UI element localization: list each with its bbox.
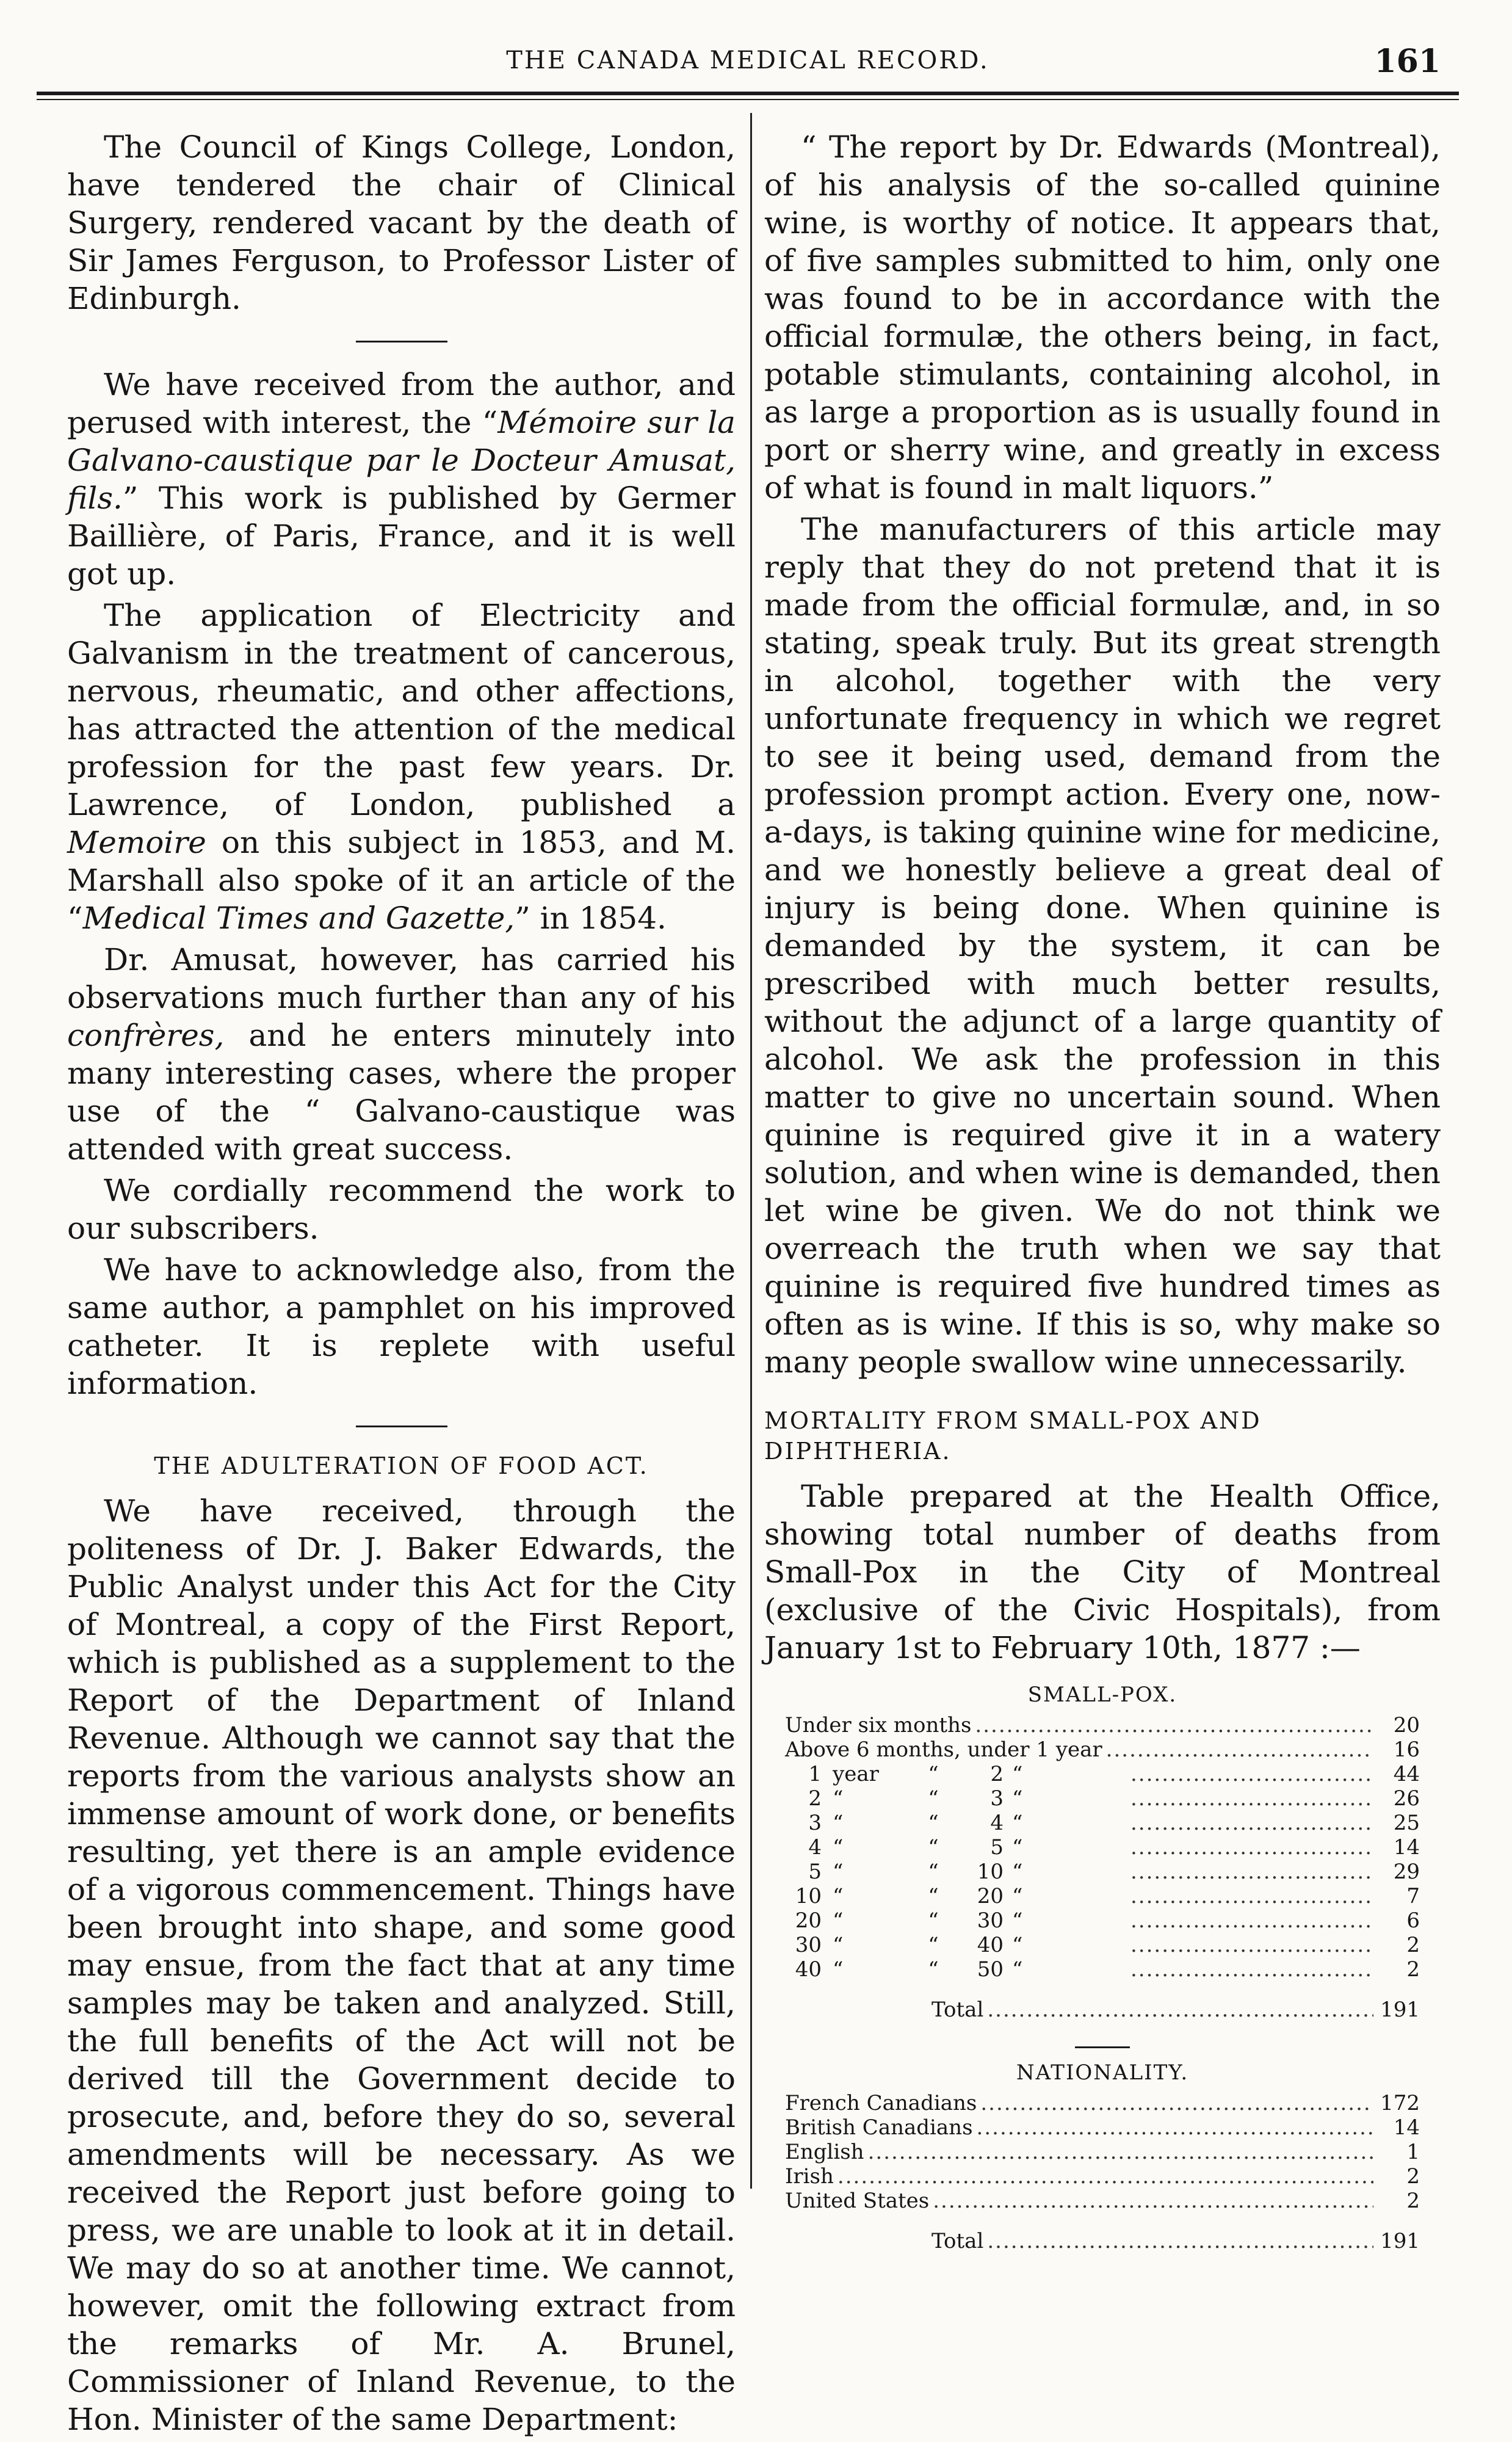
- book-title: Mémoire sur la Galvano-caustique par le Docteur Amusat, fils.: [67, 405, 736, 516]
- table-row: [785, 1860, 1420, 1884]
- paragraph-health-office: Table prepared at the Health Office, showing total number of deaths from Small-Pox in the City of Montreal (exclusive of the Civic Hospitals), from January 1st to February 10th, 1877 :—: [764, 1479, 1441, 1665]
- row-label: Irish: [785, 2164, 834, 2189]
- ditto-mark: “: [928, 1957, 939, 1982]
- row-value: 16: [1393, 1737, 1420, 1762]
- leader-dots: [868, 2140, 1373, 2164]
- paragraph-manufacturers: The manufacturers of this article may reply that they do not pretend that it is made from the official formulæ, and, in so stating, speak truly. But its great strength in alcohol, together with the very unfortunate frequency in which we regret to see it being used, demand from the profession prompt action. Every one, now-a-days, is taking quinine wine for medicine, and we honestly believe a great deal of injury is being done. When quinine is demanded by the system, it can be prescribed with much better results, without the adjunct of a large quantity of alcohol. We ask the profession in this matter to give no uncertain sound. When quinine is required give it in a watery solution, and when wine is demanded, then let wine be given. We do not think we overreach the truth when we say that quinine is required five hundred times as often as is wine. If this is so, why make so many people swallow wine unnecessarily.: [764, 512, 1441, 1380]
- range-to: 40: [977, 1933, 1004, 1957]
- range-from-unit: “: [833, 1860, 844, 1884]
- table-separator-rule: [1075, 2046, 1130, 2048]
- text-run: The application of Electricity and Galvanism in the treatment of cancerous, nervous, rheumatic, and other affections, has attracted the attention of the medical profession for the past few years. Dr. Lawrence, of London, published a: [67, 598, 736, 822]
- range-to-unit: “: [1012, 1860, 1023, 1884]
- range-from-unit: “: [833, 1908, 844, 1933]
- row-value: 2: [1406, 1957, 1420, 1982]
- ditto-mark: “: [928, 1908, 939, 1933]
- table-row: [785, 2115, 1420, 2140]
- table-row: [785, 1884, 1420, 1908]
- italic-confreres: confrères,: [67, 1018, 225, 1053]
- smallpox-title: SMALL-POX.: [1027, 1683, 1177, 1707]
- total-value: 191: [1380, 2229, 1420, 2253]
- text-run: ” This work is published by Germer Baillière, of Paris, France, and it is well got up.: [67, 480, 736, 592]
- ditto-mark: “: [928, 1933, 939, 1957]
- leader-dots: [1130, 1860, 1373, 1884]
- range-from: 2: [808, 1786, 822, 1811]
- leader-dots: [1106, 1737, 1373, 1762]
- nationality-total-row: [785, 2229, 1420, 2253]
- row-value: 7: [1406, 1884, 1420, 1908]
- age-range: [785, 1762, 1127, 1786]
- age-range: [785, 1835, 1127, 1860]
- ditto-mark: “: [928, 1835, 939, 1860]
- smallpox-table: [785, 1683, 1420, 2022]
- header-rule-thick: [37, 92, 1459, 95]
- row-label: English: [785, 2140, 864, 2164]
- table-row: [785, 1957, 1420, 1982]
- row-value: 6: [1406, 1908, 1420, 1933]
- range-from: 10: [795, 1884, 822, 1908]
- range-from: 4: [808, 1835, 822, 1860]
- range-to: 3: [990, 1786, 1004, 1811]
- row-value: 26: [1393, 1786, 1420, 1811]
- range-from-unit: year: [833, 1762, 879, 1786]
- paragraph-electricity-galvanism: [67, 596, 736, 937]
- total-label: Total: [931, 1998, 984, 2022]
- row-label: Above 6 months, under 1 year: [785, 1737, 1102, 1762]
- table-row: [785, 2164, 1420, 2189]
- text-run: ” in 1854.: [515, 900, 667, 936]
- row-value: 14: [1393, 1835, 1420, 1860]
- row-value: 20: [1393, 1713, 1420, 1737]
- leader-dots: [987, 1998, 1373, 2022]
- table-row: [785, 1786, 1420, 1811]
- range-from-unit: “: [833, 1884, 844, 1908]
- leader-dots: [977, 2115, 1373, 2140]
- table-row: [785, 1908, 1420, 1933]
- text-run: and he enters minutely into many interesting cases, where the proper use of the “ Galvano-caustique was attended with great success.: [67, 1018, 736, 1167]
- table-row: [785, 2140, 1420, 2164]
- leader-dots: [1130, 1908, 1373, 1933]
- row-value: 29: [1393, 1860, 1420, 1884]
- range-from-unit: “: [833, 1811, 844, 1835]
- leader-dots: [1130, 1786, 1373, 1811]
- range-to: 5: [990, 1835, 1004, 1860]
- age-range: [785, 1786, 1127, 1811]
- range-to-unit: “: [1012, 1884, 1023, 1908]
- row-value: 44: [1393, 1762, 1420, 1786]
- leader-dots: [1130, 1957, 1373, 1982]
- range-to-unit: “: [1012, 1811, 1023, 1835]
- row-value: 172: [1380, 2091, 1420, 2115]
- row-label: British Canadians: [785, 2115, 973, 2140]
- leader-dots: [837, 2164, 1373, 2189]
- leader-dots: [980, 2091, 1373, 2115]
- age-range: [785, 1811, 1127, 1835]
- leader-dots: [975, 1713, 1373, 1737]
- range-from: 20: [795, 1908, 822, 1933]
- range-to-unit: “: [1012, 1908, 1023, 1933]
- range-to: 10: [977, 1860, 1004, 1884]
- row-label: United States: [785, 2189, 930, 2213]
- range-from: 30: [795, 1933, 822, 1957]
- mortality-heading: MORTALITY FROM SMALL-POX AND DIPHTHERIA.: [764, 1407, 1262, 1465]
- ditto-mark: “: [928, 1884, 939, 1908]
- page-number: 161: [1374, 43, 1441, 80]
- table-row: [785, 2189, 1420, 2213]
- range-to: 20: [977, 1884, 1004, 1908]
- italic-memoire: Memoire: [67, 825, 206, 860]
- total-label: Total: [931, 2229, 984, 2253]
- journal-title: Medical Times and Gazette,: [82, 900, 515, 936]
- row-value: 2: [1406, 2189, 1420, 2213]
- leader-dots: [1130, 1933, 1373, 1957]
- range-from-unit: “: [833, 1835, 844, 1860]
- range-to-unit: “: [1012, 1835, 1023, 1860]
- range-from: 5: [808, 1860, 822, 1884]
- row-label: Under six months: [785, 1713, 972, 1737]
- paragraph-amusat-observations: [67, 941, 736, 1168]
- left-column: [67, 128, 736, 2442]
- range-from-unit: “: [833, 1957, 844, 1982]
- range-to-unit: “: [1012, 1933, 1023, 1957]
- text-run: on this subject in 1853, and M. Marshall also spoke of it an article of the “: [67, 825, 736, 936]
- paragraph-recommend: We cordially recommend the work to our subscribers.: [67, 1173, 736, 1246]
- nationality-title: NATIONALITY.: [1016, 2060, 1189, 2085]
- paragraph-quinine-report: “ The report by Dr. Edwards (Montreal), of his analysis of the so-called quinine wine, is worthy of notice. It appears that, of five samples submitted to him, only one was found to be in accordance with the official formulæ, the others being, in fact, potable stimulants, containing alcohol, in as large a proportion as is usually found in port or sherry wine, and greatly in excess of what is found in malt liquors.”: [764, 129, 1441, 505]
- row-value: 2: [1406, 2164, 1420, 2189]
- adulteration-heading: THE ADULTERATION OF FOOD ACT.: [154, 1452, 649, 1479]
- ditto-mark: “: [928, 1860, 939, 1884]
- paragraph-memoire-received: [67, 366, 736, 593]
- age-range: [785, 1860, 1127, 1884]
- table-row: [785, 1737, 1420, 1762]
- range-to: 30: [977, 1908, 1004, 1933]
- range-to: 4: [990, 1811, 1004, 1835]
- range-from: 3: [808, 1811, 822, 1835]
- text-run: We have received from the author, and perused with interest, the “: [67, 367, 736, 440]
- section-rule: [356, 1426, 447, 1427]
- table-row: [785, 1713, 1420, 1737]
- ditto-mark: “: [928, 1786, 939, 1811]
- text-run: Dr. Amusat, however, has carried his observations much further than any of his: [67, 942, 736, 1015]
- right-column: [764, 128, 1441, 2253]
- ditto-mark: “: [928, 1811, 939, 1835]
- range-to-unit: “: [1012, 1762, 1023, 1786]
- range-to-unit: “: [1012, 1957, 1023, 1982]
- paragraph-adulteration-act: We have received, through the politeness of Dr. J. Baker Edwards, the Public Analyst under this Act for the City of Montreal, a copy of the First Report, which is published as a supplement to the Report of the Department of Inland Revenue. Although we cannot say that the reports from the various analysts show an immense amount of work done, or benefits resulting, yet there is an ample evidence of a vigorous commencement. Things have been brought into shape, and some good may ensue, from the fact that at any time samples may be taken and analyzed. Still, the full benefits of the Act will not be derived till the Government decide to prosecute, and, before they do so, several amendments will be necessary. As we received the Report just before going to press, we are unable to look at it in detail. We may do so at another time. We cannot, however, omit the following extract from the remarks of Mr. A. Brunel, Commissioner of Inland Revenue, to the Hon. Minister of the same Department:: [67, 1493, 736, 2437]
- leader-dots: [1130, 1762, 1373, 1786]
- age-range: [785, 1908, 1127, 1933]
- range-from: 40: [795, 1957, 822, 1982]
- column-divider: [750, 113, 752, 2189]
- paragraph-kings-college: The Council of Kings College, London, have tendered the chair of Clinical Surgery, rendered vacant by the death of Sir James Ferguson, to Professor Lister of Edinburgh.: [67, 129, 736, 316]
- range-from-unit: “: [833, 1933, 844, 1957]
- table-row: [785, 2091, 1420, 2115]
- ditto-mark: “: [928, 1762, 939, 1786]
- leader-dots: [1130, 1884, 1373, 1908]
- nationality-table: [785, 2060, 1420, 2253]
- row-value: 1: [1406, 2140, 1420, 2164]
- age-range: [785, 1884, 1127, 1908]
- smallpox-total-row: [785, 1998, 1420, 2022]
- paragraph-pamphlet: We have to acknowledge also, from the same author, a pamphlet on his improved catheter. It is replete with useful information.: [67, 1252, 736, 1401]
- table-row: [785, 1933, 1420, 1957]
- age-range: [785, 1957, 1127, 1982]
- range-from: 1: [808, 1762, 822, 1786]
- table-row: [785, 1811, 1420, 1835]
- age-range: [785, 1933, 1127, 1957]
- leader-dots: [1130, 1835, 1373, 1860]
- total-value: 191: [1380, 1998, 1420, 2022]
- leader-dots: [1130, 1811, 1373, 1835]
- table-row: [785, 1835, 1420, 1860]
- row-value: 2: [1406, 1933, 1420, 1957]
- row-value: 14: [1393, 2115, 1420, 2140]
- row-label: French Canadians: [785, 2091, 977, 2115]
- table-row: [785, 1762, 1420, 1786]
- leader-dots: [933, 2189, 1373, 2213]
- range-from-unit: “: [833, 1786, 844, 1811]
- range-to-unit: “: [1012, 1786, 1023, 1811]
- range-to: 50: [977, 1957, 1004, 1982]
- range-to: 2: [990, 1762, 1004, 1786]
- running-title: THE CANADA MEDICAL RECORD.: [506, 46, 989, 74]
- section-rule: [356, 341, 447, 342]
- leader-dots: [987, 2229, 1373, 2253]
- header-rule-thin: [37, 99, 1459, 100]
- row-value: 25: [1393, 1811, 1420, 1835]
